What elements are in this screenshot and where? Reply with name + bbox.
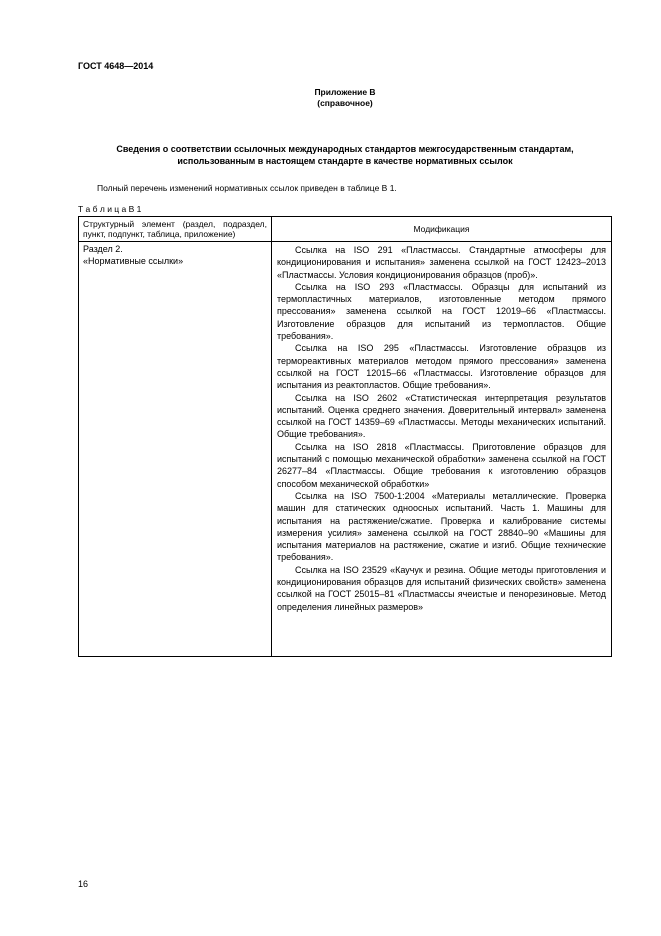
table-header-row [79,217,611,242]
table-b1 [78,216,612,657]
section-title: «Нормативные ссылки» [83,255,184,266]
structural-element-cell [79,242,272,656]
modification-paragraph: Ссылка на ISO 293 «Пластмассы. Образцы для испытаний из термопластичных материалов, изготовленные методом прямого прессования» заменена ссылкой на ГОСТ 12019–66 «Пластмассы. Изготовление образцов для испытаний из термопластов. Общие требования». [277,281,606,342]
modification-paragraph: Ссылка на ISO 295 «Пластмассы. Изготовление образцов из термореактивных материалов методом прямого прессования» заменена ссылкой на ГОСТ 12015–66 «Пластмассы. Изготовление образцов для испытания из реактопластов. Общие требования». [277,343,606,391]
modification-paragraph: Ссылка на ISO 7500-1:2004 «Материалы металлические. Проверка машин для статических одноосных испытаний. Часть 1. Машины для испытания на растяжение/сжатие. Проверка и калибрование системы измерения усилия» заменена ссылкой на ГОСТ 28840–90 «Машины для испытания материалов на растяжение, сжатие и изгиб. Общие технические требования». [277,490,606,563]
page-number: 16 [78,879,89,889]
section-number: Раздел 2. [83,244,123,254]
appendix-heading: Сведения о соответствии ссылочных международных стандартов межгосударственным стандартам, использованным в настоящем стандарте в качестве нормативных ссылок [116,144,574,166]
appendix-label: Приложение В [314,87,376,97]
table-header-structural-element: Структурный элемент (раздел, подраздел, пункт, подпункт, таблица, приложение) [79,217,272,241]
table-caption: Т а б л и ц а В 1 [78,204,142,214]
modification-paragraph: Ссылка на ISO 291 «Пластмассы. Стандартные атмосферы для кондиционирования и испытания» заменена ссылкой на ГОСТ 12423–2013 «Пластмассы. Условия кондиционирования образцов (проб)». [277,245,606,280]
modification-paragraph: Ссылка на ISO 2602 «Статистическая интерпретация результатов испытаний. Оценка среднего значения. Доверительный интервал» заменена ссылкой на ГОСТ 14359–69 «Пластмассы. Методы механических испытаний. Общие требования». [277,392,606,440]
appendix-type: (справочное) [317,98,373,108]
table-row [79,242,611,656]
modification-paragraph: Ссылка на ISO 2818 «Пластмассы. Приготовление образцов для испытаний с помощью механической обработки» заменена ссылкой на ГОСТ 26277–84 «Пластмассы. Общие требования к изготовлению образцов способом механической обработки» [277,441,606,489]
table-header-modification: Модификация [413,224,470,234]
document-number: ГОСТ 4648—2014 [78,61,154,71]
modification-paragraph: Ссылка на ISO 23529 «Каучук и резина. Общие методы приготовления и кондиционирования образцов для испытаний физических свойств» заменена ссылкой на ГОСТ 25015–81 «Пластмассы ячеистые и пенорезиновые. Метод определения линейных размеров» [277,564,606,612]
intro-paragraph: Полный перечень изменений нормативных ссылок приведен в таблице В 1. [97,183,397,193]
modification-cell [272,242,611,656]
appendix-header [78,87,612,109]
